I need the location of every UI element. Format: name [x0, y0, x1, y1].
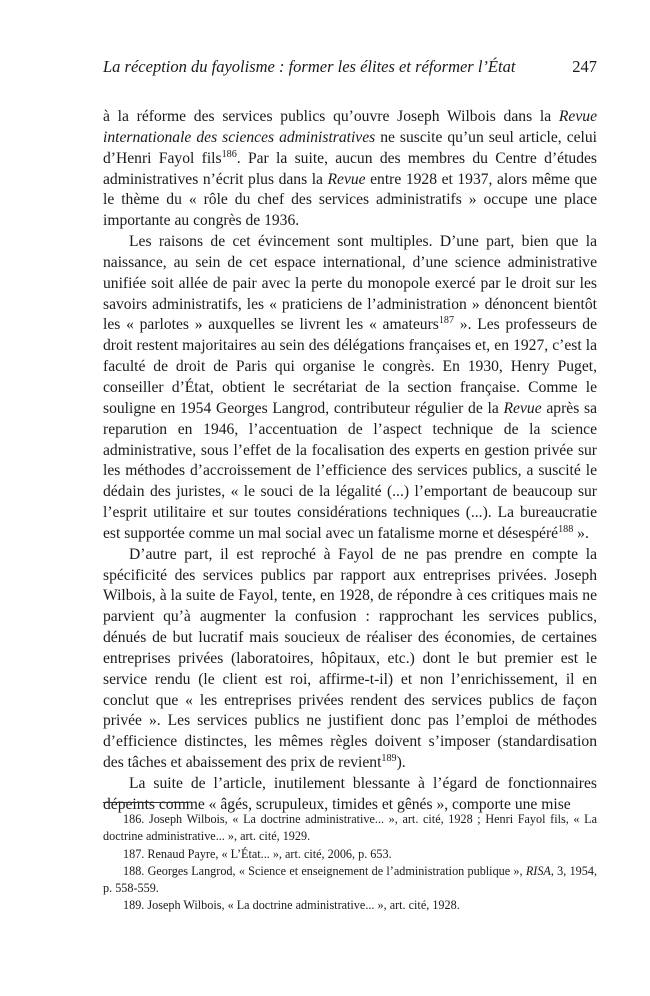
- text-run: La suite de l’article, inutilement blessante à l’égard de fonctionnaires dépeints comme « âgés, scrupuleux, timides et gênés », comporte une mise: [103, 775, 597, 813]
- footnote: [103, 863, 597, 898]
- footnote: [103, 897, 597, 914]
- paragraph: [103, 107, 597, 232]
- footnote-ref: 189: [381, 752, 397, 764]
- text-run: entre 1928 et 1937, alors même que le thème du « rôle du chef des services administratifs » occupe une place importante au congrès de 1936.: [103, 170, 597, 230]
- text-run: ne suscite qu’un seul article, celui d’Henri Fayol fils: [103, 128, 597, 167]
- footnote-ref: 187: [438, 315, 455, 327]
- italic-text: Revue internationale des sciences administratives: [103, 108, 597, 146]
- text-run: ».: [573, 524, 589, 542]
- text-run: Les raisons de cet évincement sont multiples. D’une part, bien que la naissance, au sein de cet espace international, d’une science administrative unifiée soit allée de pair avec la perte du monopole exercé par le droit sur les savoirs administratifs, les « praticiens de l’administration » dénoncent bientôt les « parlotes » auxquelles se livrent les « amateurs: [103, 233, 597, 334]
- text-run: D’autre part, il est reproché à Fayol de ne pas prendre en compte la spécificité des services publics par rapport aux entreprises privées. Joseph Wilbois, à la suite de Fayol, tente, en 1928, de répondre à ces critiques mais ne parvient qu’à augmenter la confusion : rapprochant les services publics, dénués de but lucratif mais soucieux de réaliser des économies, de certaines entreprises privées (laboratoires, hôpitaux, etc.) dont le but premier est le service rendu (le client est roi, affirme-t-il) et non l’enrichissement, il en conclut que « les entreprises privées rendent des services publics de façon privée ». Les services publics ne justifient donc pas l’emploi de méthodes d’efficience distinctes, les mêmes règles doivent s’imposer (standardisation des tâches et abaissement des prix de revient: [103, 545, 597, 772]
- italic-text: Revue: [327, 170, 366, 188]
- footnote: [103, 811, 597, 846]
- paragraph: [103, 232, 597, 545]
- running-header: [103, 57, 597, 77]
- italic-text: Revue: [503, 399, 542, 417]
- text-run: à la réforme des services publics qu’ouvre Joseph Wilbois dans la: [103, 108, 559, 125]
- footnote-ref: 186: [221, 148, 237, 160]
- paragraph: [103, 774, 597, 816]
- footnote-ref: 188: [558, 523, 574, 535]
- text-run: 187. Renaud Payre, « L’État... », art. cité, 2006, p. 653.: [123, 846, 392, 861]
- text-run: . Par la suite, aucun des membres du Centre d’études administratives n’écrit plus dans la: [103, 149, 597, 188]
- text-run: ». Les professeurs de droit restent majoritaires au sein des délégations françaises et, en 1927, c’est la faculté de droit de Paris qui organise le congrès. En 1930, Henry Puget, conseiller d’État, obtient le secrétariat de la section française. Comme le souligne en 1954 Georges Langrod, contributeur régulier de la: [103, 316, 597, 417]
- text-run: 189. Joseph Wilbois, « La doctrine administrative... », art. cité, 1928.: [123, 898, 460, 913]
- running-title: La réception du fayolisme : former les élites et réformer l’État: [103, 57, 516, 76]
- footnote: [103, 846, 597, 863]
- text-run: , 3, 1954, p. 558-559.: [103, 863, 597, 896]
- text-run: après sa reparution en 1946, l’accentuation de l’aspect technique de la science administrative, sous l’effet de la focalisation des experts en gestion privée sur les méthodes d’accroissement de l’efficience des services publics, a suscité le dédain des juristes, « le souci de la légalité (...) l’emportant de beaucoup sur l’esprit utilitaire et sur toutes considérations techniques (...). La bureaucratie est supportée comme un mal social avec un fatalisme morne et désespéré: [103, 399, 598, 542]
- text-run: 186. Joseph Wilbois, « La doctrine administrative... », art. cité, 1928 ; Henri Fayol fils, « La doctrine administrative... », art. cité, 1929.: [103, 812, 597, 844]
- text-run: 188. Georges Langrod, « Science et enseignement de l’administration publique »,: [123, 863, 526, 878]
- paragraph: [103, 545, 597, 774]
- main-text: [103, 107, 597, 816]
- page-number: 247: [572, 57, 597, 76]
- footnotes: [103, 811, 597, 915]
- italic-text: RISA: [525, 863, 551, 878]
- footnote-separator: [103, 802, 187, 803]
- text-run: ).: [396, 754, 406, 772]
